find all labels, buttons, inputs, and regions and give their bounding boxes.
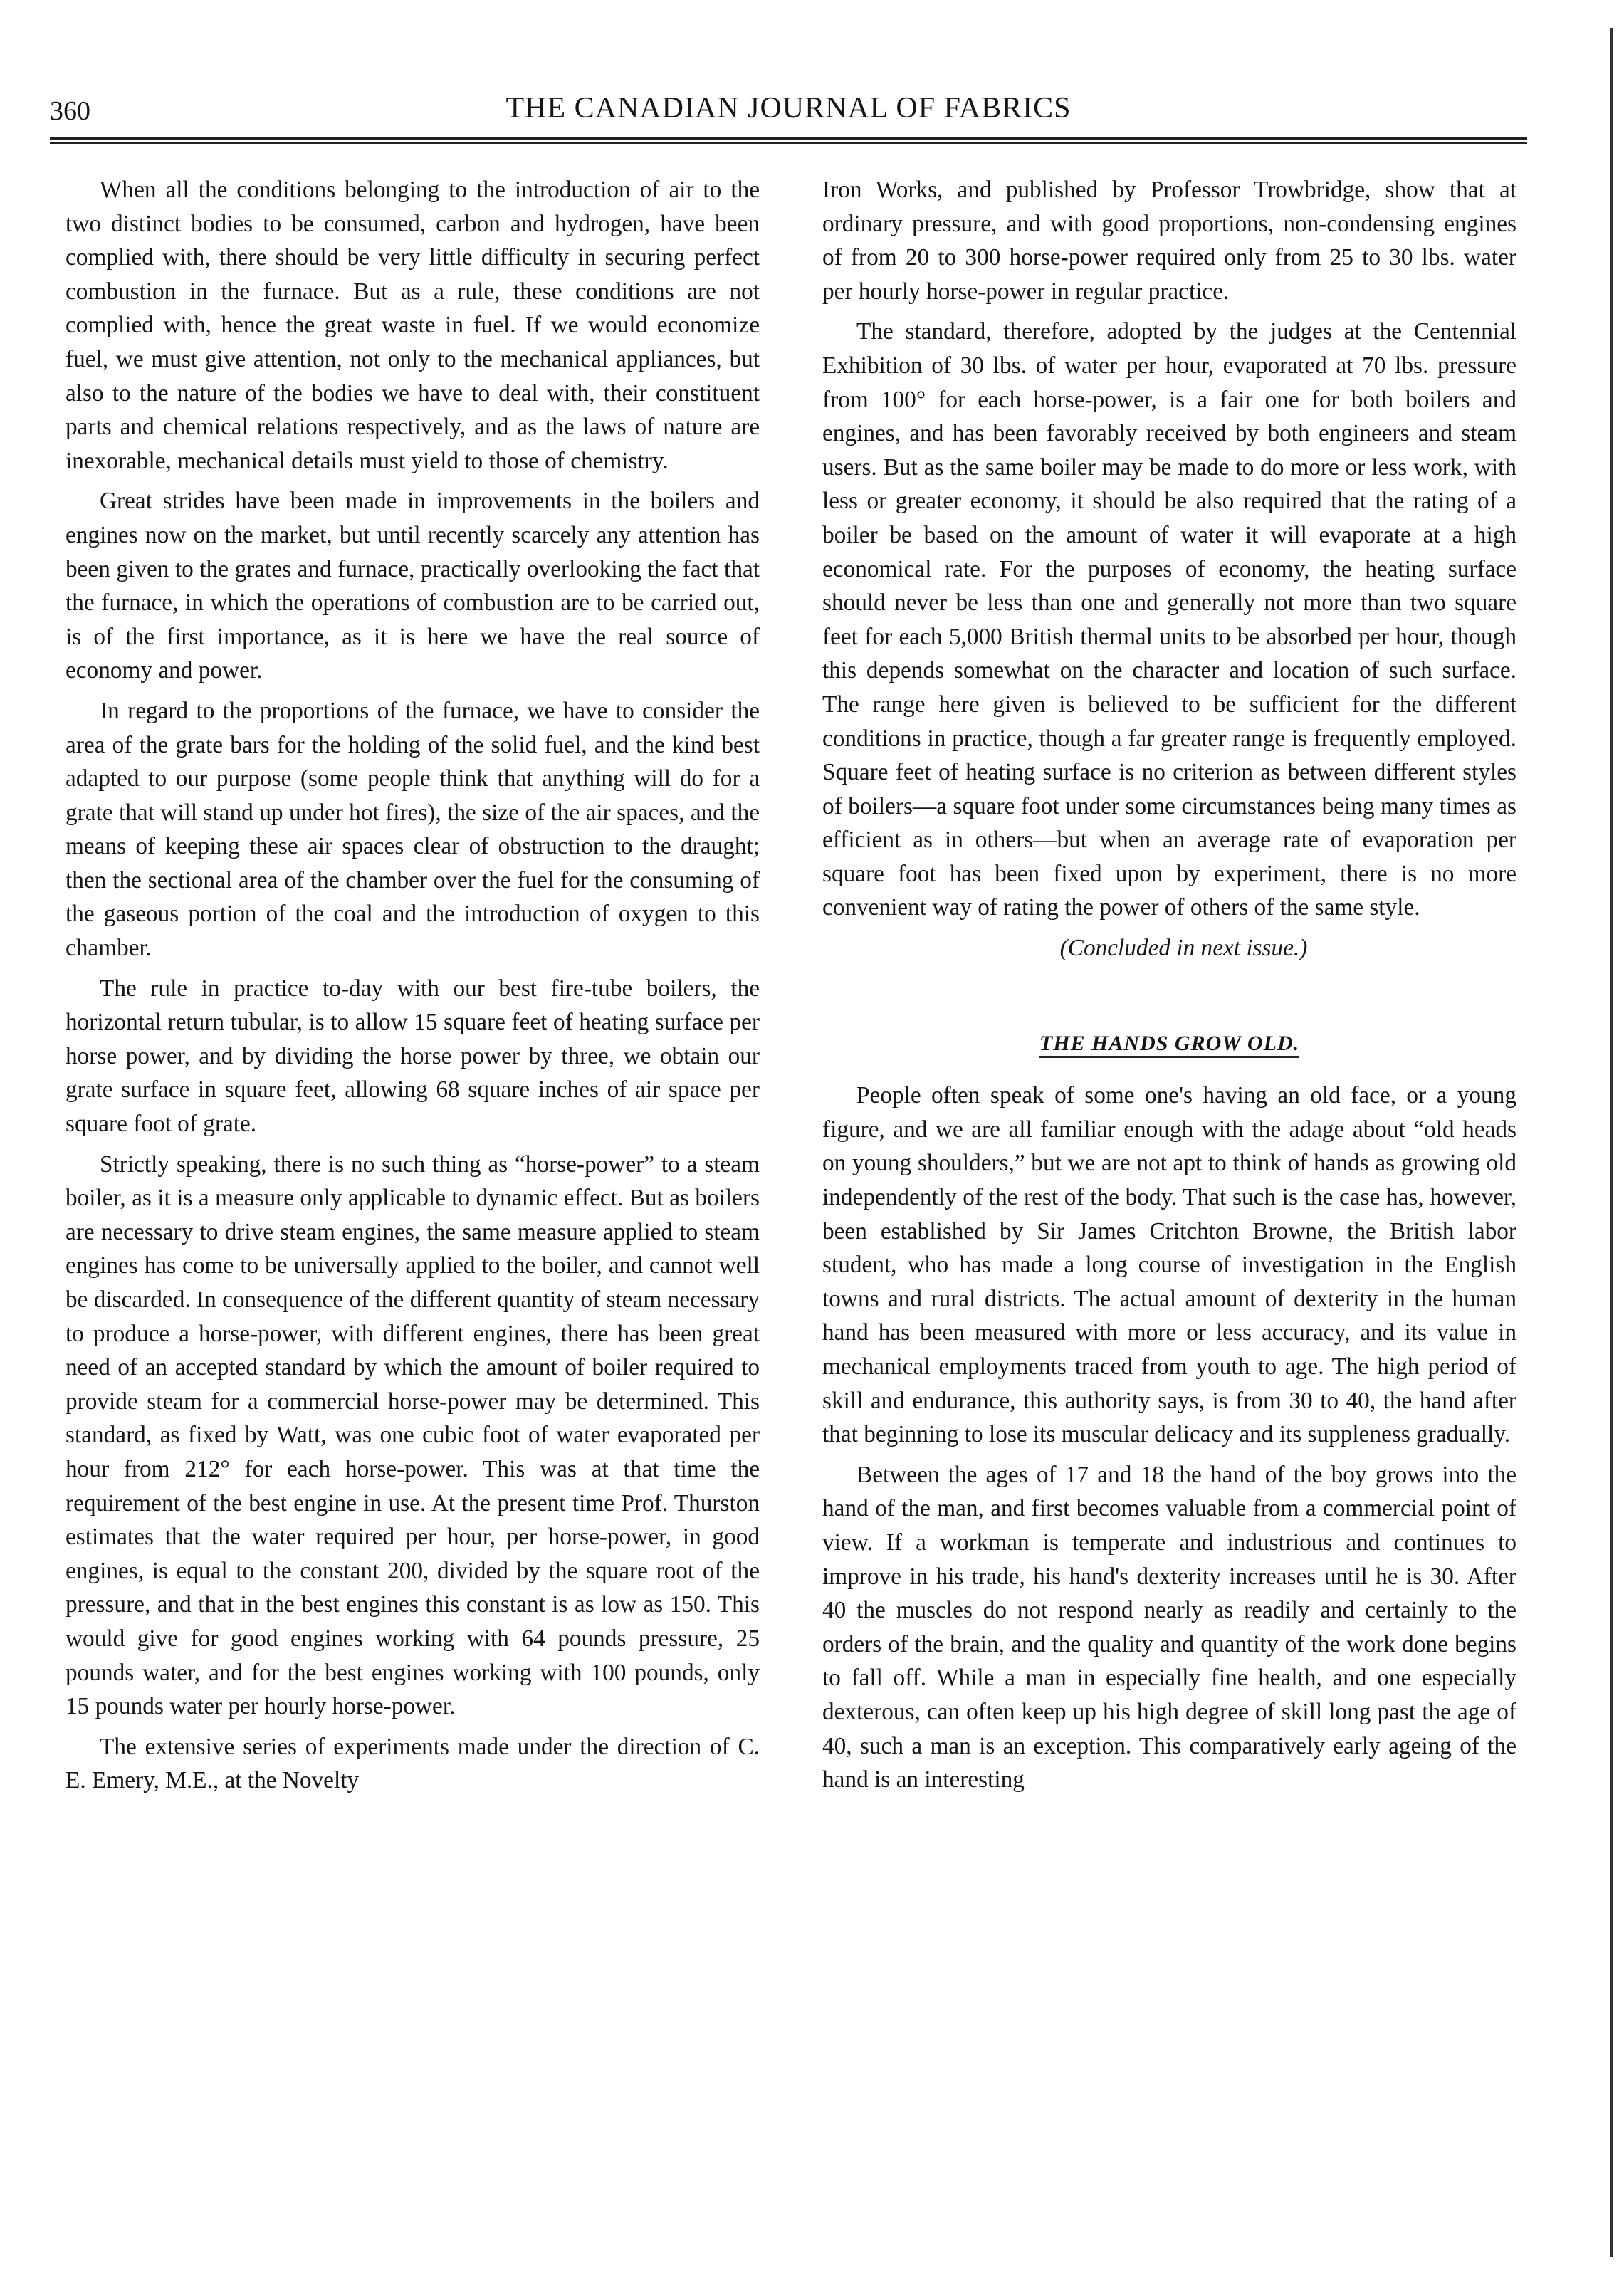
paragraph: The extensive series of experiments made under the direction of C. E. Emery, M.E., at the Novelty — [66, 1733, 760, 1794]
paragraph: The standard, therefore, adopted by the judges at the Centennial Exhibition of 30 lbs. of water per hour, evaporated at 70 lbs. pressure from 100° for each horse-power, is a fair one for both boilers and engines, and has been favorably received by both engineers and steam users. But as the same boiler may be made to do more or less work, with less or greater economy, it should be also required that the rating of a boiler be based on the amount of water it will evaporate at a high economical rate. For the purposes of economy, the heating surface should never be less than one and generally not more than two square feet for each 5,000 British thermal units to be absorbed per hour, though this depends somewhat on the character and location of such surface. The range here given is believed to be sufficient for the different conditions in practice, though a far greater range is frequently employed. Square feet of heating surface is no criterion as between different styles of boilers—a square foot under some circumstances being many times as efficient as in others—but when an average rate of evaporation per square foot has been fixed upon by experiment, there is no more convenient way of rating the power of others of the same style. — [822, 318, 1516, 921]
page-edge-line — [1610, 28, 1613, 2257]
page-header — [50, 91, 1527, 134]
header-rule-thin — [50, 142, 1527, 144]
right-column — [822, 173, 1516, 1803]
paragraph: The rule in practice to-day with our best fire-tube boilers, the horizontal return tubular, is to allow 15 square feet of heating surface per horse power, and by dividing the horse power by three, we obtain our grate surface in square feet, allowing 68 square inches of air space per square foot of grate. — [66, 975, 760, 1138]
paragraph: In regard to the proportions of the furnace, we have to consider the area of the grate bars for the holding of the solid fuel, and the kind best adapted to our purpose (some people think that anything will do for a grate that will stand up under hot fires), the size of the air spaces, and the means of keeping these air spaces clear of obstruction to the draught; then the sectional area of the chamber over the fuel for the consuming of the gaseous portion of the coal and the introduction of oxygen to this chamber. — [66, 697, 760, 962]
paragraph: Great strides have been made in improvements in the boilers and engines now on the market, but until recently scarcely any attention has been given to the grates and furnace, practically overlooking the fact that the furnace, in which the operations of combustion are to be carried out, is of the first importance, as it is here we have the real source of economy and power. — [66, 488, 760, 684]
article-title — [822, 1027, 1516, 1061]
concluded-note: (Concluded in next issue.) — [1059, 935, 1308, 962]
paragraph: People often speak of some one's having an old face, or a young figure, and we are all familiar enough with the adage about “old heads on young shoulders,” but we are not apt to think of hands as growing old independently of the rest of the body. That such is the case has, however, been established by Sir James Critchton Browne, the British labor student, who has made a long course of investigation in the English towns and rural districts. The actual amount of dexterity in the human hand has been measured with more or less accuracy, and its value in mechanical employments traced from youth to age. The high period of skill and endurance, this authority says, is from 30 to 40, the hand after that beginning to lose its muscular delicacy and its suppleness gradually. — [822, 1082, 1516, 1448]
article-title-text: THE HANDS GROW OLD. — [1039, 1032, 1299, 1058]
journal-title: THE CANADIAN JOURNAL OF FABRICS — [505, 92, 1072, 125]
paragraph: Strictly speaking, there is no such thing as “horse-power” to a steam boiler, as it is a measure only applicable to dynamic effect. But as boilers are necessary to drive steam engines, the same measure applied to steam engines has come to be universally applied to the boiler, and cannot well be discarded. In consequence of the different quantity of steam necessary to produce a horse-power, with different engines, there has been great need of an accepted standard by which the amount of boiler required to provide steam for a commercial horse-power may be determined. This standard, as fixed by Watt, was one cubic foot of water evaporated per hour from 212° for each horse-power. This was at that time the requirement of the best engine in use. At the present time Prof. Thurston estimates that the water required per hour, per horse-power, in good engines, is equal to the constant 200, divided by the square root of the pressure, and that in the best engines this constant is as low as 150. This would give for good engines working with 64 pounds pressure, 25 pounds water, and for the best engines working with 100 pounds, only 15 pounds water per hourly horse-power. — [66, 1151, 760, 1720]
left-column — [66, 173, 760, 1804]
paragraph: Between the ages of 17 and 18 the hand of the boy grows into the hand of the man, and first becomes valuable from a commercial point of view. If a workman is temperate and industrious and continues to improve in his trade, his hand's dexterity increases until he is 30. After 40 the muscles do not respond nearly as readily and certainly to the orders of the brain, and the quality and quantity of the work done begins to fall off. While a man in especially fine health, and one especially dexterous, can often keep up his high degree of skill long past the age of 40, such a man is an exception. This comparatively early ageing of the hand is an interesting — [822, 1461, 1516, 1793]
page-number: 360 — [50, 96, 90, 126]
paragraph: When all the conditions belonging to the introduction of air to the two distinct bodies to be consumed, carbon and hydrogen, have been complied with, there should be very little difficulty in securing perfect combustion in the furnace. But as a rule, these conditions are not complied with, hence the great waste in fuel. If we would economize fuel, we must give attention, not only to the mechanical appliances, but also to the nature of the bodies we have to deal with, their constituent parts and chemical relations respectively, and as the laws of nature are inexorable, mechanical details must yield to those of chemistry. — [66, 177, 760, 474]
paragraph-continued: Iron Works, and published by Professor Trowbridge, show that at ordinary pressure, and with good proportions, non-condensing engines of from 20 to 300 horse-power required only from 25 to 30 lbs. water per hourly horse-power in regular practice. — [822, 177, 1516, 305]
header-rule-thick — [50, 137, 1527, 140]
